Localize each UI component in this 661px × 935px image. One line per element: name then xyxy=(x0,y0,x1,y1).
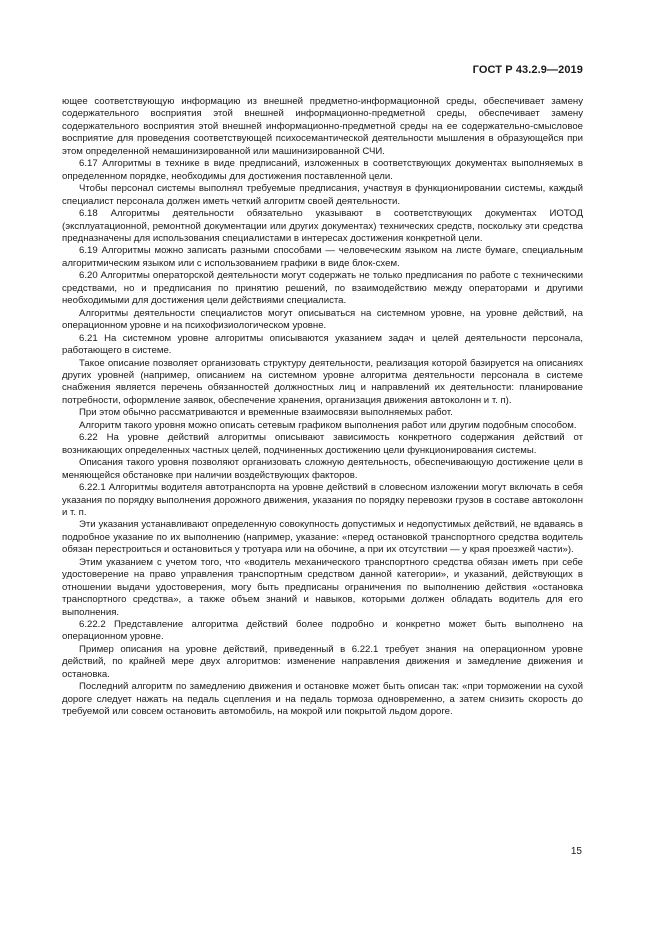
paragraph: Эти указания устанавливают определенную совокупность допустимых и недопустимых действий, не вдаваясь в подробное указание по их выполнению (например, указание: «перед остановкой транспортного средства водитель обязан перестроиться и остановиться у тротуара или на обочине, а при их отсутствии — у края проезжей части»). xyxy=(62,519,583,556)
document-header: ГОСТ Р 43.2.9—2019 xyxy=(472,64,583,76)
paragraph: Чтобы персонал системы выполнял требуемые предписания, участвуя в функционировании системы, каждый специалист персонала должен иметь четкий алгоритм своей деятельности. xyxy=(62,183,583,207)
page-number: 15 xyxy=(570,846,582,857)
paragraph: Этим указанием с учетом того, что «водитель механического транспортного средства обязан иметь при себе удостоверение на право управления транспортным средством данной категории», и указаний, действующих в отношении выдачи удостоверения, могу быть предписаны ограничения по выполнению действия «остановка транспортного средства», а также объем знаний и навыков, которыми должен обладать водитель для его выполнения. xyxy=(62,556,583,618)
paragraph: 6.21 На системном уровне алгоритмы описываются указанием задач и целей деятельности персонала, работающего в системе. xyxy=(62,332,583,357)
paragraph: ющее соответствующую информацию из внешней предметно-информационной среды, обеспечивает замену содержательного восприятия этой внешней информационно-предметной среды, обеспечивает замену содержательного восприятия этой внешней информационно-предметной среды на ее содержательно-смысловое восприятие для проведения соответствующей психосемантической деятельности мышления в образующейся при этом определенной немашинизированной или машинизированной СЧИ. xyxy=(62,96,583,157)
paragraph: Последний алгоритм по замедлению движения и остановке может быть описан так: «при торможении на сухой дороге следует нажать на педаль сцепления и на педаль тормоза одновременно, а затем снизить скорость до требуемой или совсем остановить автомобиль, на мокрой или покрытой льдом дороге. xyxy=(62,681,583,718)
paragraph: 6.22.1 Алгоритмы водителя автотранспорта на уровне действий в словесном изложении могут включать в себя указания по порядку выполнения дорожного движения, указания по порядку перевозки грузов в составе автоколонн и т. п. xyxy=(62,482,583,518)
paragraph: Такое описание позволяет организовать структуру деятельности, реализация которой базируется на описаниях других уровней (например, описанием на системном уровне алгоритма деятельности персонала в системе снабжения является перечень обязанностей должностных лиц и направлений их деятельности: планирование потребности, оформление заявок, обеспечение хранения, организация движения автоколонн и т. п). xyxy=(62,357,583,406)
body-text xyxy=(62,96,583,719)
paragraph: 6.22.2 Представление алгоритма действий более подробно и конкретно может быть выполнено на операционном уровне. xyxy=(62,619,583,643)
paragraph: Алгоритмы деятельности специалистов могут описываться на системном уровне, на уровне действий, на операционном уровне и на психофизиологическом уровне. xyxy=(62,307,583,332)
paragraph: 6.19 Алгоритмы можно записать разными способами — человеческим языком на листе бумаге, специальным алгоритмическим языком или с использованием графики в виде блок-схем. xyxy=(62,245,583,269)
paragraph: Пример описания на уровне действий, приведенный в 6.22.1 требует знания на операционном уровне действий, по крайней мере двух алгоритмов: изменение направления движения и замедление движения и остановка. xyxy=(62,643,583,680)
paragraph: 6.20 Алгоритмы операторской деятельности могут содержать не только предписания по работе с техническими средствами, но и предписания по принятию решений, по взаимодействию между операторами и другими необходимыми для достижения цели действиями специалиста. xyxy=(62,270,583,307)
paragraph: 6.17 Алгоритмы в технике в виде предписаний, изложенных в соответствующих документах выполняемых в определенном порядке, необходимы для достижения поставленной цели. xyxy=(62,158,583,182)
paragraph: При этом обычно рассматриваются и временные взаимосвязи выполняемых работ. xyxy=(79,407,453,419)
paragraph: Описания такого уровня позволяют организовать сложную деятельность, обеспечивающую достижение цели в меняющейся обстановке при наличии воздействующих факторов. xyxy=(62,457,583,481)
paragraph: Алгоритм такого уровня можно описать сетевым графиком выполнения работ или другим подобным способом. xyxy=(79,419,577,431)
paragraph: 6.22 На уровне действий алгоритмы описывают зависимость конкретного содержания действий от возникающих определенных частных целей, подчиненных достижению цели функционирования системы. xyxy=(62,432,583,456)
paragraph: 6.18 Алгоритмы деятельности обязательно указывают в соответствующих документах ИОТОД (эксплуатационной, ремонтной документации или других документах) технических средств, поскольку эти средства предназначены для использования специалистами в интересах достижения конкретной цели. xyxy=(62,208,583,244)
